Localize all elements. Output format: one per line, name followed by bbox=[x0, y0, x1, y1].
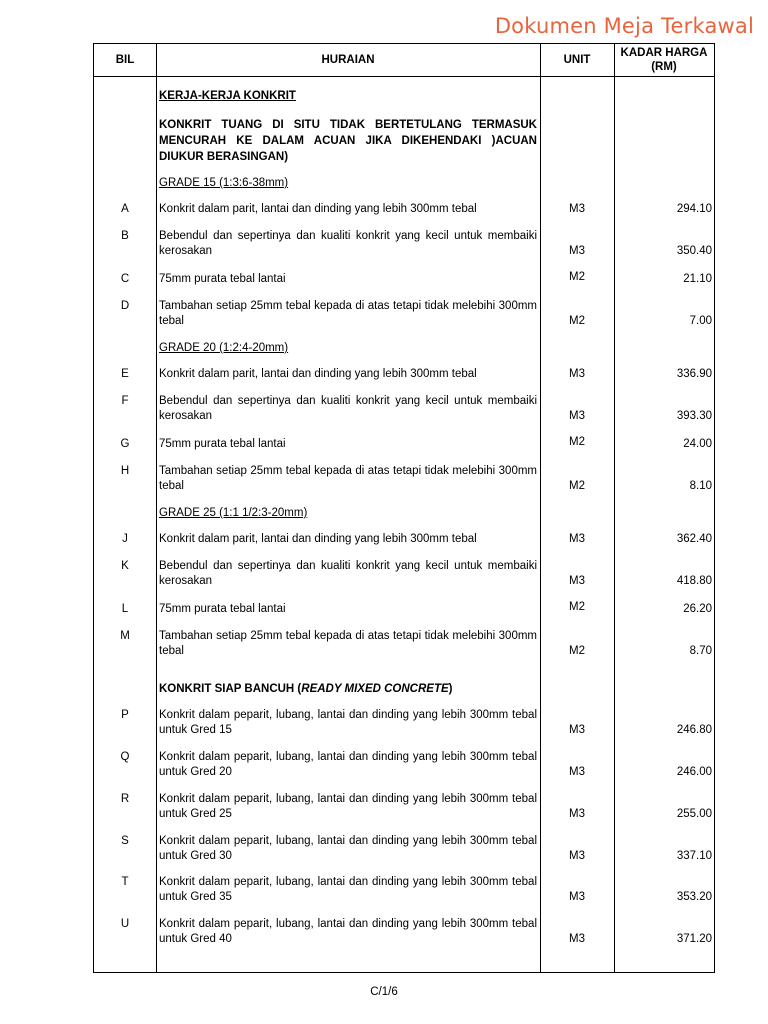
row-description: Konkrit dalam peparit, lubang, lantai dan dinding yang lebih 300mm tebal untuk Gred 35 bbox=[159, 876, 537, 903]
row-bil: J bbox=[122, 533, 128, 545]
row-bil: B bbox=[121, 230, 129, 242]
row-bil: S bbox=[121, 835, 129, 847]
row-description: Tambahan setiap 25mm tebal kepada di atas tetapi tidak melebihi 300mm tebal bbox=[159, 465, 537, 492]
row-rate: 393.30 bbox=[676, 410, 712, 422]
row-description: Bebendul dan sepertinya dan kualiti konkrit yang kecil untuk membaiki kerosakan bbox=[159, 395, 537, 422]
row-rate: 371.20 bbox=[676, 933, 712, 945]
row-rate: 26.20 bbox=[683, 603, 712, 615]
row-rate: 337.10 bbox=[676, 850, 712, 862]
row-rate: 246.80 bbox=[676, 724, 712, 736]
row-bil: U bbox=[120, 918, 130, 930]
row-rate: 418.80 bbox=[676, 575, 712, 587]
row-description: Konkrit dalam peparit, lubang, lantai dan dinding yang lebih 300mm tebal untuk Gred 25 bbox=[159, 793, 537, 820]
row-rate: 255.00 bbox=[676, 808, 712, 820]
header-divider bbox=[94, 76, 714, 77]
row-bil: M bbox=[120, 630, 130, 642]
header-unit: UNIT bbox=[563, 54, 591, 66]
row-description: Konkrit dalam parit, lantai dan dinding yang lebih 300mm tebal bbox=[159, 203, 477, 215]
row-bil: G bbox=[120, 438, 130, 450]
row-rate: 21.10 bbox=[683, 273, 712, 285]
row-rate: 336.90 bbox=[676, 368, 712, 380]
grade-heading: GRADE 15 (1:3:6-38mm) bbox=[159, 177, 289, 189]
row-unit: M3 bbox=[569, 724, 585, 736]
header-bil: BIL bbox=[115, 54, 135, 66]
row-bil: A bbox=[121, 203, 129, 215]
row-unit: M2 bbox=[569, 645, 585, 657]
row-bil: H bbox=[120, 465, 130, 477]
row-description: Konkrit dalam parit, lantai dan dinding yang lebih 300mm tebal bbox=[159, 368, 477, 380]
row-unit: M3 bbox=[569, 766, 585, 778]
row-description: 75mm purata tebal lantai bbox=[159, 273, 286, 285]
row-unit: M3 bbox=[569, 933, 585, 945]
row-unit: M3 bbox=[569, 203, 585, 215]
section-title: KERJA-KERJA KONKRIT bbox=[159, 90, 296, 102]
row-unit: M2 bbox=[569, 315, 585, 327]
row-bil: T bbox=[121, 876, 129, 888]
watermark: Dokumen Meja Terkawal bbox=[494, 14, 754, 38]
row-bil: R bbox=[120, 793, 130, 805]
header-kadar-harga: KADAR HARGA (RM) bbox=[620, 47, 708, 73]
row-description: Konkrit dalam peparit, lubang, lantai dan dinding yang lebih 300mm tebal untuk Gred 15 bbox=[159, 709, 537, 736]
row-description: Konkrit dalam parit, lantai dan dinding yang lebih 300mm tebal bbox=[159, 533, 477, 545]
row-description: Bebendul dan sepertinya dan kualiti konkrit yang kecil untuk membaiki kerosakan bbox=[159, 560, 537, 587]
row-rate: 246.00 bbox=[676, 766, 712, 778]
row-bil: F bbox=[121, 395, 129, 407]
row-rate: 294.10 bbox=[676, 203, 712, 215]
row-rate: 24.00 bbox=[683, 438, 712, 450]
row-unit: M3 bbox=[569, 245, 585, 257]
row-description: 75mm purata tebal lantai bbox=[159, 603, 286, 615]
row-bil: C bbox=[120, 273, 130, 285]
page-number: C/1/6 bbox=[370, 986, 398, 998]
row-unit: M2 bbox=[569, 601, 585, 613]
row-unit: M3 bbox=[569, 850, 585, 862]
section-description: KONKRIT TUANG DI SITU TIDAK BERTETULANG TERMASUK MENCURAH KE DALAM ACUAN JIKA DIKEHENDAKI )ACUAN DIUKUR BERASINGAN) bbox=[159, 119, 537, 163]
row-rate: 353.20 bbox=[676, 891, 712, 903]
row-bil: Q bbox=[120, 751, 130, 763]
row-unit: M3 bbox=[569, 891, 585, 903]
row-description: Konkrit dalam peparit, lubang, lantai dan dinding yang lebih 300mm tebal untuk Gred 40 bbox=[159, 918, 537, 945]
column-divider bbox=[156, 44, 157, 972]
grade-heading: GRADE 25 (1:1 1/2:3-20mm) bbox=[159, 507, 308, 519]
row-rate: 362.40 bbox=[676, 533, 712, 545]
row-description: 75mm purata tebal lantai bbox=[159, 438, 286, 450]
ready-mix-heading: KONKRIT SIAP BANCUH (READY MIXED CONCRETE) bbox=[159, 683, 453, 695]
row-bil: L bbox=[121, 603, 129, 615]
row-rate: 350.40 bbox=[676, 245, 712, 257]
row-unit: M3 bbox=[569, 368, 585, 380]
row-unit: M2 bbox=[569, 271, 585, 283]
row-bil: D bbox=[120, 300, 130, 312]
row-bil: P bbox=[121, 709, 129, 721]
row-unit: M2 bbox=[569, 480, 585, 492]
column-divider bbox=[614, 44, 615, 972]
row-description: Tambahan setiap 25mm tebal kepada di atas tetapi tidak melebihi 300mm tebal bbox=[159, 630, 537, 657]
row-rate: 7.00 bbox=[689, 315, 712, 327]
row-bil: E bbox=[121, 368, 129, 380]
row-description: Konkrit dalam peparit, lubang, lantai dan dinding yang lebih 300mm tebal untuk Gred 30 bbox=[159, 835, 537, 862]
row-rate: 8.10 bbox=[689, 480, 712, 492]
row-unit: M3 bbox=[569, 410, 585, 422]
row-description: Konkrit dalam peparit, lubang, lantai dan dinding yang lebih 300mm tebal untuk Gred 20 bbox=[159, 751, 537, 778]
row-description: Tambahan setiap 25mm tebal kepada di atas tetapi tidak melebihi 300mm tebal bbox=[159, 300, 537, 327]
row-unit: M3 bbox=[569, 533, 585, 545]
row-bil: K bbox=[121, 560, 129, 572]
row-unit: M3 bbox=[569, 575, 585, 587]
row-description: Bebendul dan sepertinya dan kualiti konkrit yang kecil untuk membaiki kerosakan bbox=[159, 230, 537, 257]
rates-table bbox=[93, 43, 715, 973]
row-rate: 8.70 bbox=[689, 645, 712, 657]
grade-heading: GRADE 20 (1:2:4-20mm) bbox=[159, 342, 289, 354]
row-unit: M3 bbox=[569, 808, 585, 820]
column-divider bbox=[540, 44, 541, 972]
row-unit: M2 bbox=[569, 436, 585, 448]
header-huraian: HURAIAN bbox=[321, 54, 375, 66]
